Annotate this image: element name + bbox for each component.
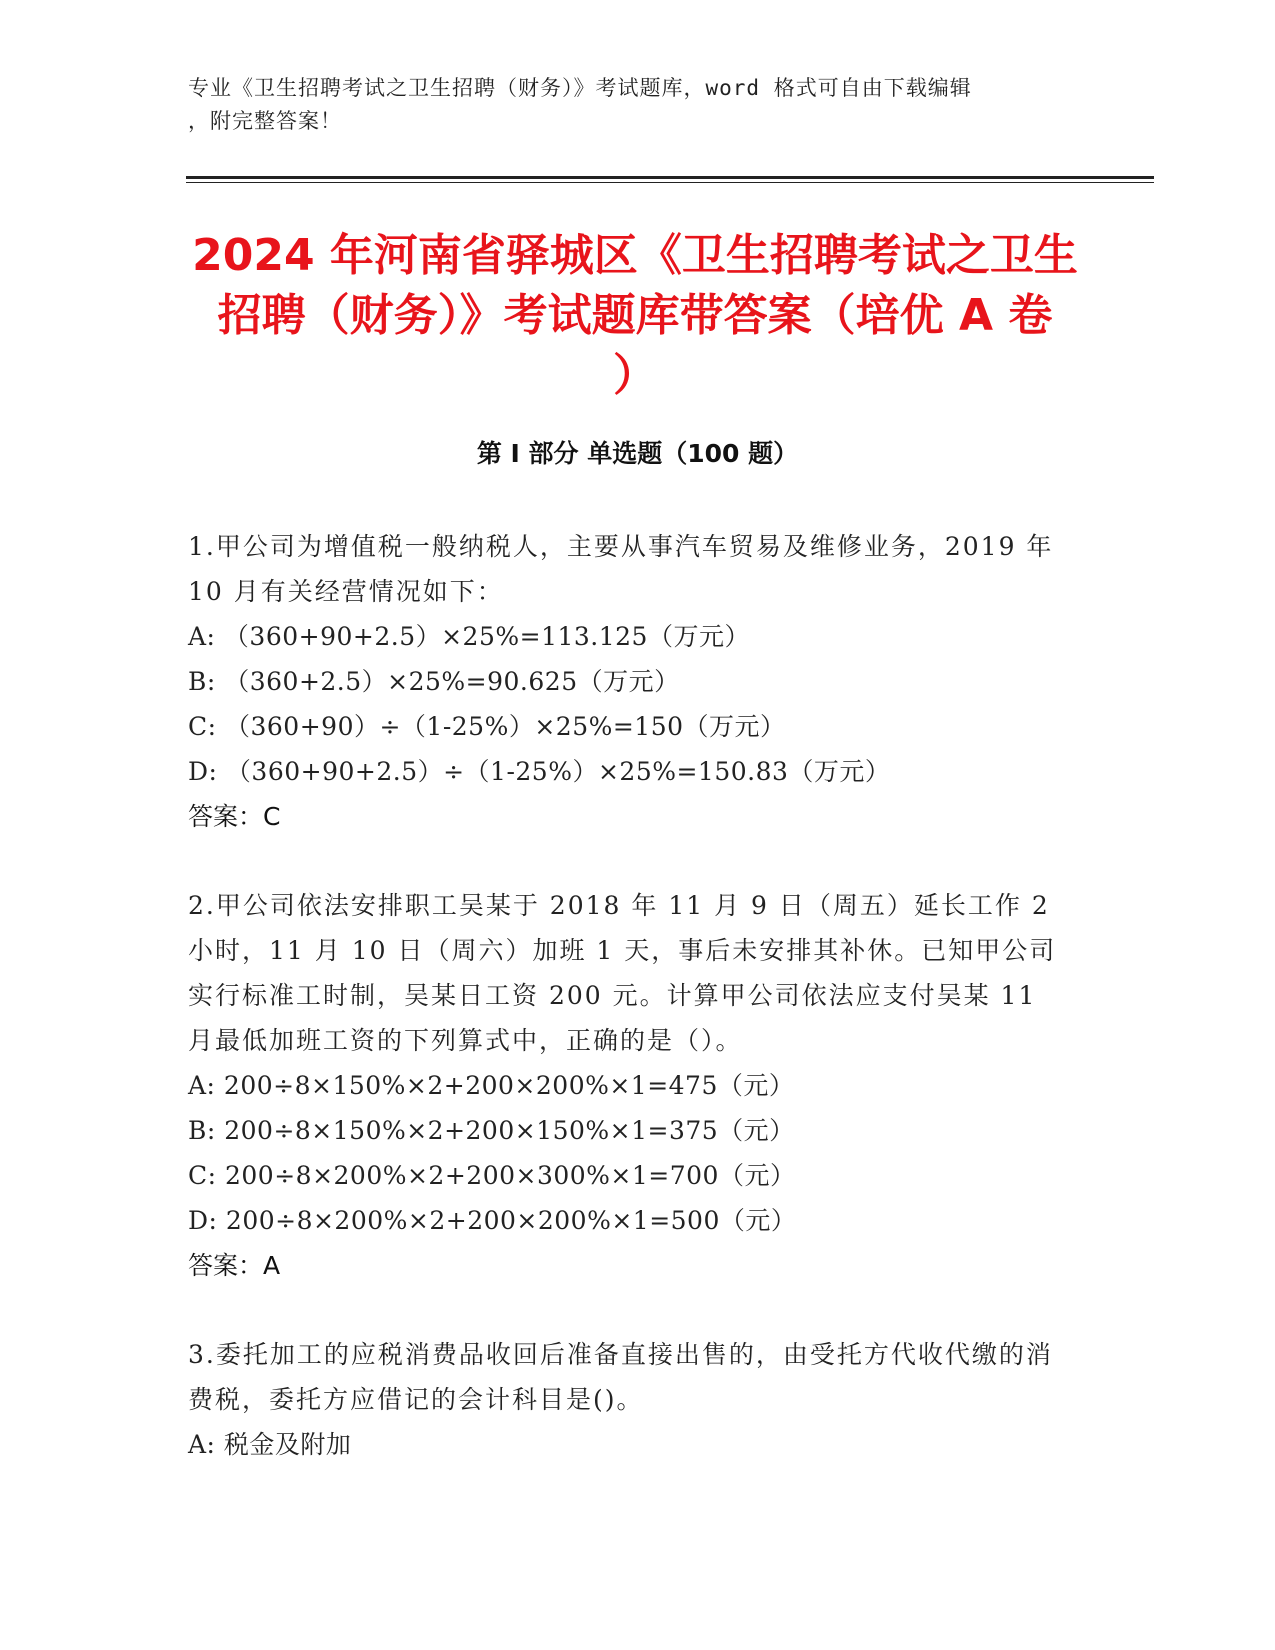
question-list	[188, 524, 1068, 1511]
question-stem: 3.委托加工的应税消费品收回后准备直接出售的，由受托方代收代缴的消费税，委托方应借记的会计科目是()。	[188, 1340, 1053, 1414]
document-title	[180, 226, 1090, 406]
answer: 答案：A	[188, 1251, 281, 1280]
option-c: C: （360+90）÷（1-25%）×25%=150（万元）	[188, 712, 786, 741]
document-title-line1: 2024 年河南省驿城区《卫生招聘考试之卫生	[192, 230, 1078, 281]
option-a: A: 200÷8×150%×2+200×200%×1=475（元）	[188, 1071, 795, 1100]
question-2	[188, 883, 1068, 1288]
option-a: A: 税金及附加	[188, 1430, 352, 1459]
option-b: B: （360+2.5）×25%=90.625（万元）	[188, 667, 680, 696]
document-title-line3: ）	[613, 350, 657, 401]
header-divider-thick	[186, 176, 1154, 179]
option-d: D: 200÷8×200%×2+200×200%×1=500（元）	[188, 1206, 797, 1235]
option-c: C: 200÷8×200%×2+200×300%×1=700（元）	[188, 1161, 796, 1190]
question-3	[188, 1332, 1068, 1467]
question-1	[188, 524, 1068, 839]
option-a: A: （360+90+2.5）×25%=113.125（万元）	[188, 622, 750, 651]
option-d: D: （360+90+2.5）÷（1-25%）×25%=150.83（万元）	[188, 757, 891, 786]
answer: 答案：C	[188, 802, 281, 831]
section-title: 第 I 部分 单选题（100 题）	[476, 439, 799, 468]
option-b: B: 200÷8×150%×2+200×150%×1=375（元）	[188, 1116, 795, 1145]
document-title-line2: 招聘（财务）》考试题库带答案（培优 A 卷	[217, 290, 1053, 341]
question-stem: 1.甲公司为增值税一般纳税人，主要从事汽车贸易及维修业务，2019 年 10 月有关经营情况如下：	[188, 532, 1054, 606]
header-note-line2: ，附完整答案！	[188, 109, 342, 133]
header-divider-thin	[186, 182, 1154, 183]
header-note-line1: 专业《卫生招聘考试之卫生招聘（财务）》考试题库，word 格式可自由下载编辑	[188, 76, 972, 100]
header-note	[188, 72, 1068, 138]
question-stem: 2.甲公司依法安排职工吴某于 2018 年 11 月 9 日（周五）延长工作 2 小时，11 月 10 日（周六）加班 1 天，事后未安排其补休。已知甲公司实行标准工时制，吴某日工资 200 元。计算甲公司依法应支付吴某 11 月最低加班工资的下列算式中，正确的是（）。	[188, 891, 1057, 1055]
